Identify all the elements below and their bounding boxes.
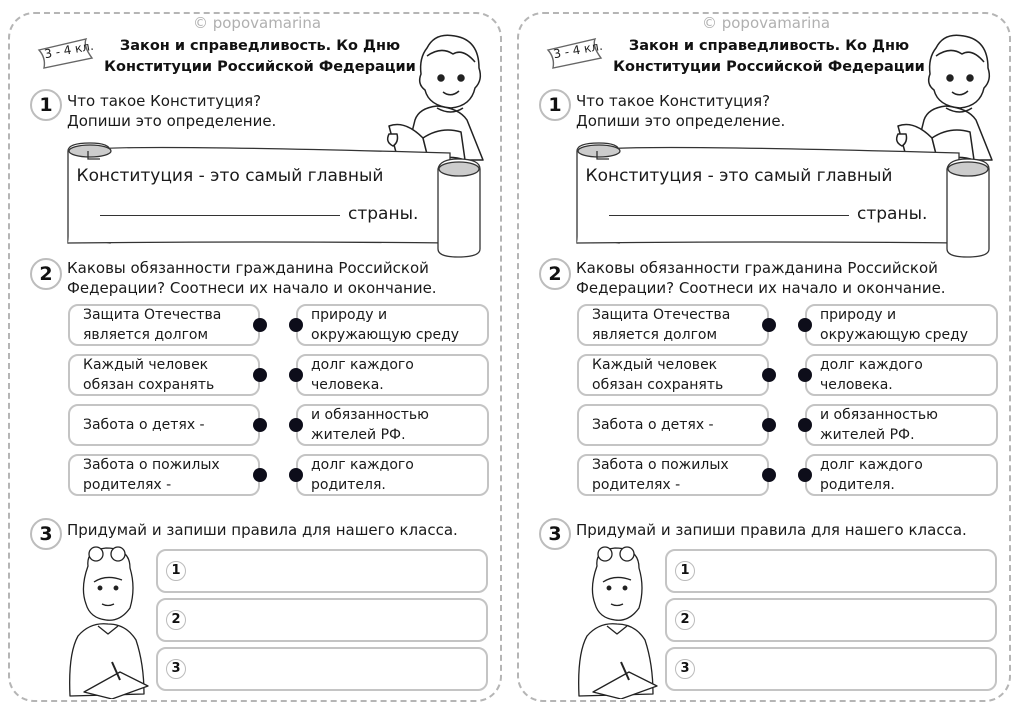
match-left-line: является долгом xyxy=(83,327,209,343)
match-right-text xyxy=(311,405,429,445)
match-left-line: родителях - xyxy=(83,477,172,493)
match-left-line: родителях - xyxy=(592,477,681,493)
match-right-box xyxy=(805,454,998,496)
match-left-text xyxy=(592,355,723,395)
question-2-number: 2 xyxy=(30,258,62,290)
match-right-dot[interactable] xyxy=(798,468,812,482)
match-left-line: обязан сохранять xyxy=(83,377,215,393)
worksheet-card-left xyxy=(8,12,502,702)
match-right-text xyxy=(311,455,414,495)
match-left-dot[interactable] xyxy=(762,418,776,432)
match-left-dot[interactable] xyxy=(253,468,267,482)
match-right-line: человека. xyxy=(311,377,384,393)
scroll-banner xyxy=(60,139,490,259)
match-left-box xyxy=(68,304,260,346)
worksheet-card-right xyxy=(517,12,1011,702)
rule-number: 2 xyxy=(675,610,695,630)
scroll-word-country: страны. xyxy=(857,204,928,224)
scroll-sentence-start: Конституция - это самый главный xyxy=(76,166,384,186)
scroll-banner xyxy=(569,139,999,259)
match-right-dot[interactable] xyxy=(289,318,303,332)
match-right-dot[interactable] xyxy=(798,368,812,382)
question-1-number: 1 xyxy=(30,89,62,121)
match-left-dot[interactable] xyxy=(253,418,267,432)
match-right-line: окружающую среду xyxy=(311,327,460,343)
match-right-box xyxy=(805,354,998,396)
match-left-line: обязан сохранять xyxy=(592,377,724,393)
scroll-sentence-end xyxy=(100,204,430,224)
match-right-line: и обязанностью xyxy=(820,407,938,423)
answer-blank-line[interactable] xyxy=(609,215,849,216)
question-1-text xyxy=(67,91,276,131)
match-right-box xyxy=(296,404,489,446)
rule-number: 2 xyxy=(166,610,186,630)
match-left-dot[interactable] xyxy=(762,318,776,332)
scroll-sentence-start: Конституция - это самый главный xyxy=(585,166,893,186)
question-1-number: 1 xyxy=(539,89,571,121)
watermark: © popovamarina xyxy=(192,14,322,32)
question-2-line-2: Федерации? Соотнеси их начало и окончание. xyxy=(576,279,946,297)
match-left-text xyxy=(83,455,220,495)
title-line-1: Закон и справедливость. Ко Дню xyxy=(628,38,910,54)
question-2-line-2: Федерации? Соотнеси их начало и окончание. xyxy=(67,279,437,297)
match-right-line: и обязанностью xyxy=(311,407,429,423)
girl-writing-illustration xyxy=(569,544,664,699)
match-left-box xyxy=(577,404,769,446)
match-right-dot[interactable] xyxy=(289,368,303,382)
match-left-line: Забота о пожилых xyxy=(83,457,220,473)
rule-number: 1 xyxy=(675,561,695,581)
scroll-sentence-end xyxy=(609,204,939,224)
match-right-box xyxy=(805,304,998,346)
rule-number: 3 xyxy=(166,659,186,679)
match-right-text xyxy=(820,455,923,495)
worksheet-title xyxy=(100,36,420,78)
match-left-line: Забота о пожилых xyxy=(592,457,729,473)
rule-answer-box[interactable] xyxy=(665,598,997,642)
grade-label: 3 - 4 кл. xyxy=(552,38,604,62)
grade-badge xyxy=(545,36,609,66)
match-right-box xyxy=(805,404,998,446)
rule-answer-box[interactable] xyxy=(156,647,488,691)
grade-label: 3 - 4 кл. xyxy=(43,38,95,62)
match-right-dot[interactable] xyxy=(798,318,812,332)
question-1-text xyxy=(576,91,785,131)
scroll-word-country: страны. xyxy=(348,204,419,224)
title-line-2: Конституции Российской Федерации xyxy=(104,59,416,75)
match-left-line: Забота о детях - xyxy=(592,417,714,433)
question-1-line-1: Что такое Конституция? xyxy=(576,92,771,110)
match-right-line: природу и xyxy=(820,307,897,323)
match-right-text xyxy=(311,305,459,345)
match-right-line: природу и xyxy=(311,307,388,323)
girl-writing-illustration xyxy=(60,544,155,699)
question-2-number: 2 xyxy=(539,258,571,290)
match-right-dot[interactable] xyxy=(289,468,303,482)
match-left-dot[interactable] xyxy=(762,368,776,382)
match-right-text xyxy=(820,305,968,345)
match-right-line: долг каждого xyxy=(820,457,923,473)
rule-answer-box[interactable] xyxy=(665,647,997,691)
match-left-box xyxy=(68,354,260,396)
match-right-text xyxy=(820,355,923,395)
match-left-box xyxy=(577,304,769,346)
question-1-line-2: Допиши это определение. xyxy=(576,112,786,130)
match-left-text xyxy=(592,455,729,495)
match-left-box xyxy=(68,454,260,496)
worksheet-title xyxy=(609,36,929,78)
match-left-box xyxy=(577,354,769,396)
match-left-dot[interactable] xyxy=(253,318,267,332)
match-right-line: родителя. xyxy=(311,477,386,493)
question-1-line-2: Допиши это определение. xyxy=(67,112,277,130)
title-line-1: Закон и справедливость. Ко Дню xyxy=(119,38,401,54)
match-right-dot[interactable] xyxy=(798,418,812,432)
match-right-line: человека. xyxy=(820,377,893,393)
match-right-box xyxy=(296,354,489,396)
match-left-line: Каждый человек xyxy=(83,357,209,373)
match-right-text xyxy=(820,405,938,445)
match-left-line: Каждый человек xyxy=(592,357,718,373)
match-right-box xyxy=(296,454,489,496)
match-right-line: родителя. xyxy=(820,477,895,493)
match-left-text xyxy=(592,305,730,345)
question-3-number: 3 xyxy=(30,518,62,550)
match-right-box xyxy=(296,304,489,346)
match-left-text xyxy=(83,305,221,345)
match-left-line: Забота о детях - xyxy=(83,417,205,433)
match-right-line: долг каждого xyxy=(311,357,414,373)
rule-number: 1 xyxy=(166,561,186,581)
title-line-2: Конституции Российской Федерации xyxy=(613,59,925,75)
grade-badge xyxy=(36,36,100,66)
question-2-line-1: Каковы обязанности гражданина Российской xyxy=(67,259,429,277)
match-left-text xyxy=(83,355,214,395)
match-right-line: жителей РФ. xyxy=(311,427,406,443)
match-left-line: Защита Отечества xyxy=(83,307,222,323)
match-right-dot[interactable] xyxy=(289,418,303,432)
match-right-line: долг каждого xyxy=(311,457,414,473)
match-left-text xyxy=(592,415,714,435)
match-right-line: жителей РФ. xyxy=(820,427,915,443)
match-left-box xyxy=(577,454,769,496)
question-2-text xyxy=(576,258,946,298)
question-3-text: Придумай и запиши правила для нашего класса. xyxy=(576,521,967,539)
match-left-box xyxy=(68,404,260,446)
match-left-dot[interactable] xyxy=(762,468,776,482)
match-left-line: Защита Отечества xyxy=(592,307,731,323)
match-left-dot[interactable] xyxy=(253,368,267,382)
question-3-text: Придумай и запиши правила для нашего класса. xyxy=(67,521,458,539)
question-2-text xyxy=(67,258,437,298)
watermark: © popovamarina xyxy=(701,14,831,32)
rule-answer-box[interactable] xyxy=(156,549,488,593)
match-right-line: долг каждого xyxy=(820,357,923,373)
answer-blank-line[interactable] xyxy=(100,215,340,216)
question-3-number: 3 xyxy=(539,518,571,550)
match-left-line: является долгом xyxy=(592,327,718,343)
match-left-text xyxy=(83,415,205,435)
match-right-line: окружающую среду xyxy=(820,327,969,343)
rule-answer-box[interactable] xyxy=(156,598,488,642)
rule-number: 3 xyxy=(675,659,695,679)
rule-answer-box[interactable] xyxy=(665,549,997,593)
question-1-line-1: Что такое Конституция? xyxy=(67,92,262,110)
question-2-line-1: Каковы обязанности гражданина Российской xyxy=(576,259,938,277)
match-right-text xyxy=(311,355,414,395)
